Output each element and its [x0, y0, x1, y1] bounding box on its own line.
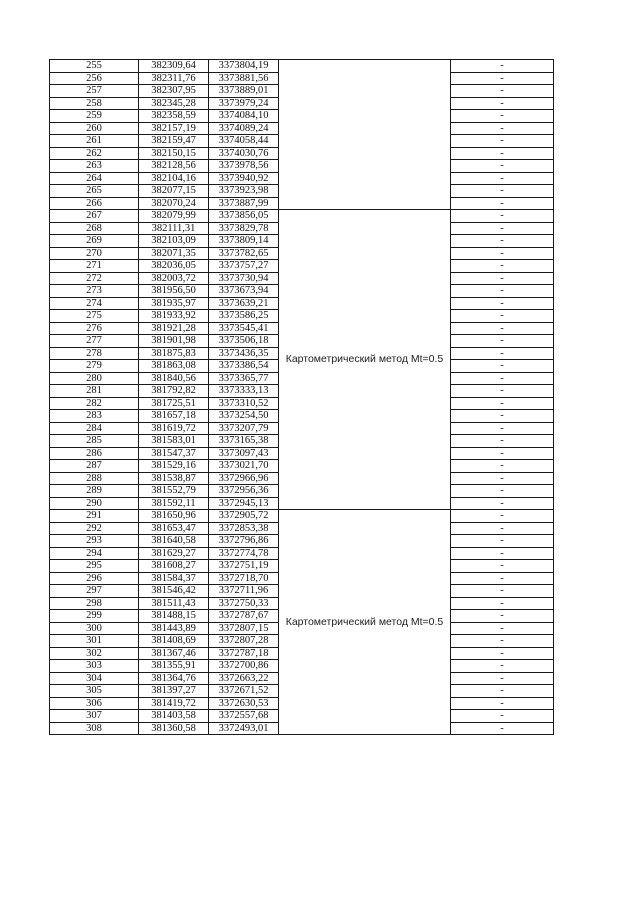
point-number-cell: 298 — [50, 597, 139, 610]
value-cell: - — [451, 360, 554, 373]
table-row — [50, 60, 554, 73]
x-coordinate-cell: 381840,56 — [139, 372, 209, 385]
point-number-cell: 273 — [50, 285, 139, 298]
y-coordinate-cell: 3372787,18 — [209, 647, 279, 660]
x-coordinate-cell: 382128,56 — [139, 160, 209, 173]
point-number-cell: 256 — [50, 72, 139, 85]
value-cell: - — [451, 297, 554, 310]
x-coordinate-cell: 381592,11 — [139, 497, 209, 510]
point-number-cell: 295 — [50, 560, 139, 573]
method-cell: Картометрический метод Mt=0.5 — [279, 510, 451, 735]
x-coordinate-cell: 382104,16 — [139, 172, 209, 185]
x-coordinate-cell: 381921,28 — [139, 322, 209, 335]
y-coordinate-cell: 3373829,78 — [209, 222, 279, 235]
y-coordinate-cell: 3372807,28 — [209, 635, 279, 648]
point-number-cell: 289 — [50, 485, 139, 498]
value-cell: - — [451, 310, 554, 323]
point-number-cell: 269 — [50, 235, 139, 248]
point-number-cell: 299 — [50, 610, 139, 623]
value-cell: - — [451, 172, 554, 185]
value-cell: - — [451, 672, 554, 685]
x-coordinate-cell: 381408,69 — [139, 635, 209, 648]
y-coordinate-cell: 3372796,86 — [209, 535, 279, 548]
x-coordinate-cell: 381529,16 — [139, 460, 209, 473]
point-number-cell: 287 — [50, 460, 139, 473]
point-number-cell: 307 — [50, 710, 139, 723]
x-coordinate-cell: 381875,83 — [139, 347, 209, 360]
value-cell: - — [451, 235, 554, 248]
y-coordinate-cell: 3374089,24 — [209, 122, 279, 135]
point-number-cell: 259 — [50, 110, 139, 123]
x-coordinate-cell: 381552,79 — [139, 485, 209, 498]
point-number-cell: 284 — [50, 422, 139, 435]
y-coordinate-cell: 3373165,38 — [209, 435, 279, 448]
value-cell: - — [451, 97, 554, 110]
point-number-cell: 282 — [50, 397, 139, 410]
method-cell — [279, 60, 451, 210]
value-cell: - — [451, 622, 554, 635]
x-coordinate-cell: 381538,87 — [139, 472, 209, 485]
x-coordinate-cell: 382309,64 — [139, 60, 209, 73]
point-number-cell: 301 — [50, 635, 139, 648]
y-coordinate-cell: 3373639,21 — [209, 297, 279, 310]
value-cell: - — [451, 197, 554, 210]
x-coordinate-cell: 381397,27 — [139, 685, 209, 698]
point-number-cell: 272 — [50, 272, 139, 285]
y-coordinate-cell: 3373730,94 — [209, 272, 279, 285]
y-coordinate-cell: 3373887,99 — [209, 197, 279, 210]
x-coordinate-cell: 381583,01 — [139, 435, 209, 448]
point-number-cell: 283 — [50, 410, 139, 423]
value-cell: - — [451, 510, 554, 523]
x-coordinate-cell: 381360,58 — [139, 722, 209, 735]
point-number-cell: 278 — [50, 347, 139, 360]
y-coordinate-cell: 3373333,13 — [209, 385, 279, 398]
y-coordinate-cell: 3374084,10 — [209, 110, 279, 123]
point-number-cell: 261 — [50, 135, 139, 148]
point-number-cell: 257 — [50, 85, 139, 98]
y-coordinate-cell: 3372905,72 — [209, 510, 279, 523]
x-coordinate-cell: 381956,50 — [139, 285, 209, 298]
x-coordinate-cell: 381933,92 — [139, 310, 209, 323]
y-coordinate-cell: 3372807,15 — [209, 622, 279, 635]
y-coordinate-cell: 3373254,50 — [209, 410, 279, 423]
y-coordinate-cell: 3373804,19 — [209, 60, 279, 73]
x-coordinate-cell: 381488,15 — [139, 610, 209, 623]
value-cell: - — [451, 685, 554, 698]
point-number-cell: 297 — [50, 585, 139, 598]
y-coordinate-cell: 3372671,52 — [209, 685, 279, 698]
value-cell: - — [451, 585, 554, 598]
x-coordinate-cell: 382111,31 — [139, 222, 209, 235]
x-coordinate-cell: 382036,05 — [139, 260, 209, 273]
point-number-cell: 305 — [50, 685, 139, 698]
y-coordinate-cell: 3372557,68 — [209, 710, 279, 723]
value-cell: - — [451, 497, 554, 510]
y-coordinate-cell: 3373940,92 — [209, 172, 279, 185]
point-number-cell: 260 — [50, 122, 139, 135]
x-coordinate-cell: 381619,72 — [139, 422, 209, 435]
point-number-cell: 293 — [50, 535, 139, 548]
y-coordinate-cell: 3373021,70 — [209, 460, 279, 473]
value-cell: - — [451, 335, 554, 348]
value-cell: - — [451, 135, 554, 148]
x-coordinate-cell: 382150,15 — [139, 147, 209, 160]
x-coordinate-cell: 382077,15 — [139, 185, 209, 198]
y-coordinate-cell: 3373782,65 — [209, 247, 279, 260]
value-cell: - — [451, 547, 554, 560]
x-coordinate-cell: 381547,37 — [139, 447, 209, 460]
x-coordinate-cell: 381725,51 — [139, 397, 209, 410]
value-cell: - — [451, 147, 554, 160]
value-cell: - — [451, 472, 554, 485]
y-coordinate-cell: 3372663,22 — [209, 672, 279, 685]
point-number-cell: 288 — [50, 472, 139, 485]
y-coordinate-cell: 3373881,56 — [209, 72, 279, 85]
y-coordinate-cell: 3372711,96 — [209, 585, 279, 598]
point-number-cell: 266 — [50, 197, 139, 210]
value-cell: - — [451, 272, 554, 285]
x-coordinate-cell: 381640,58 — [139, 535, 209, 548]
x-coordinate-cell: 382159,47 — [139, 135, 209, 148]
x-coordinate-cell: 381443,89 — [139, 622, 209, 635]
y-coordinate-cell: 3373673,94 — [209, 285, 279, 298]
point-number-cell: 262 — [50, 147, 139, 160]
point-number-cell: 267 — [50, 210, 139, 223]
y-coordinate-cell: 3373097,43 — [209, 447, 279, 460]
x-coordinate-cell: 381367,46 — [139, 647, 209, 660]
value-cell: - — [451, 372, 554, 385]
value-cell: - — [451, 85, 554, 98]
value-cell: - — [451, 185, 554, 198]
value-cell: - — [451, 397, 554, 410]
x-coordinate-cell: 382307,95 — [139, 85, 209, 98]
point-number-cell: 265 — [50, 185, 139, 198]
point-number-cell: 275 — [50, 310, 139, 323]
y-coordinate-cell: 3372853,38 — [209, 522, 279, 535]
x-coordinate-cell: 381901,98 — [139, 335, 209, 348]
y-coordinate-cell: 3372700,86 — [209, 660, 279, 673]
value-cell: - — [451, 722, 554, 735]
point-number-cell: 290 — [50, 497, 139, 510]
value-cell: - — [451, 247, 554, 260]
x-coordinate-cell: 382079,99 — [139, 210, 209, 223]
value-cell: - — [451, 597, 554, 610]
point-number-cell: 303 — [50, 660, 139, 673]
value-cell: - — [451, 72, 554, 85]
x-coordinate-cell: 381364,76 — [139, 672, 209, 685]
value-cell: - — [451, 647, 554, 660]
value-cell: - — [451, 60, 554, 73]
y-coordinate-cell: 3372956,36 — [209, 485, 279, 498]
value-cell: - — [451, 522, 554, 535]
point-number-cell: 270 — [50, 247, 139, 260]
value-cell: - — [451, 410, 554, 423]
x-coordinate-cell: 382070,24 — [139, 197, 209, 210]
point-number-cell: 280 — [50, 372, 139, 385]
y-coordinate-cell: 3373856,05 — [209, 210, 279, 223]
y-coordinate-cell: 3372493,01 — [209, 722, 279, 735]
value-cell: - — [451, 210, 554, 223]
point-number-cell: 291 — [50, 510, 139, 523]
y-coordinate-cell: 3374030,76 — [209, 147, 279, 160]
method-cell: Картометрический метод Mt=0.5 — [279, 210, 451, 510]
point-number-cell: 306 — [50, 697, 139, 710]
point-number-cell: 279 — [50, 360, 139, 373]
value-cell: - — [451, 710, 554, 723]
value-cell: - — [451, 122, 554, 135]
x-coordinate-cell: 381657,18 — [139, 410, 209, 423]
point-number-cell: 276 — [50, 322, 139, 335]
y-coordinate-cell: 3372945,13 — [209, 497, 279, 510]
y-coordinate-cell: 3373365,77 — [209, 372, 279, 385]
value-cell: - — [451, 285, 554, 298]
y-coordinate-cell: 3372630,53 — [209, 697, 279, 710]
y-coordinate-cell: 3372787,67 — [209, 610, 279, 623]
x-coordinate-cell: 381355,91 — [139, 660, 209, 673]
point-number-cell: 304 — [50, 672, 139, 685]
y-coordinate-cell: 3372718,70 — [209, 572, 279, 585]
y-coordinate-cell: 3372774,78 — [209, 547, 279, 560]
value-cell: - — [451, 422, 554, 435]
value-cell: - — [451, 260, 554, 273]
table-row — [50, 210, 554, 223]
point-number-cell: 255 — [50, 60, 139, 73]
x-coordinate-cell: 382358,59 — [139, 110, 209, 123]
x-coordinate-cell: 381650,96 — [139, 510, 209, 523]
value-cell: - — [451, 385, 554, 398]
value-cell: - — [451, 447, 554, 460]
y-coordinate-cell: 3373436,35 — [209, 347, 279, 360]
table-row — [50, 510, 554, 523]
point-number-cell: 285 — [50, 435, 139, 448]
point-number-cell: 286 — [50, 447, 139, 460]
value-cell: - — [451, 572, 554, 585]
point-number-cell: 296 — [50, 572, 139, 585]
value-cell: - — [451, 635, 554, 648]
x-coordinate-cell: 381584,37 — [139, 572, 209, 585]
value-cell: - — [451, 222, 554, 235]
y-coordinate-cell: 3373506,18 — [209, 335, 279, 348]
y-coordinate-cell: 3373310,52 — [209, 397, 279, 410]
x-coordinate-cell: 381419,72 — [139, 697, 209, 710]
y-coordinate-cell: 3373978,56 — [209, 160, 279, 173]
coordinates-table-body — [50, 60, 554, 735]
point-number-cell: 277 — [50, 335, 139, 348]
x-coordinate-cell: 381403,58 — [139, 710, 209, 723]
y-coordinate-cell: 3373889,01 — [209, 85, 279, 98]
value-cell: - — [451, 110, 554, 123]
x-coordinate-cell: 381511,43 — [139, 597, 209, 610]
x-coordinate-cell: 381935,97 — [139, 297, 209, 310]
point-number-cell: 264 — [50, 172, 139, 185]
value-cell: - — [451, 697, 554, 710]
point-number-cell: 271 — [50, 260, 139, 273]
value-cell: - — [451, 322, 554, 335]
point-number-cell: 294 — [50, 547, 139, 560]
x-coordinate-cell: 382345,28 — [139, 97, 209, 110]
point-number-cell: 292 — [50, 522, 139, 535]
point-number-cell: 281 — [50, 385, 139, 398]
y-coordinate-cell: 3372966,96 — [209, 472, 279, 485]
x-coordinate-cell: 382003,72 — [139, 272, 209, 285]
point-number-cell: 302 — [50, 647, 139, 660]
coordinates-table — [49, 59, 554, 735]
x-coordinate-cell: 381792,82 — [139, 385, 209, 398]
x-coordinate-cell: 381653,47 — [139, 522, 209, 535]
y-coordinate-cell: 3373545,41 — [209, 322, 279, 335]
x-coordinate-cell: 381863,08 — [139, 360, 209, 373]
value-cell: - — [451, 460, 554, 473]
point-number-cell: 274 — [50, 297, 139, 310]
value-cell: - — [451, 435, 554, 448]
coordinates-table-container — [49, 59, 548, 735]
point-number-cell: 300 — [50, 622, 139, 635]
y-coordinate-cell: 3373979,24 — [209, 97, 279, 110]
y-coordinate-cell: 3373923,98 — [209, 185, 279, 198]
value-cell: - — [451, 560, 554, 573]
y-coordinate-cell: 3373386,54 — [209, 360, 279, 373]
y-coordinate-cell: 3372751,19 — [209, 560, 279, 573]
y-coordinate-cell: 3373809,14 — [209, 235, 279, 248]
value-cell: - — [451, 160, 554, 173]
y-coordinate-cell: 3372750,33 — [209, 597, 279, 610]
value-cell: - — [451, 347, 554, 360]
x-coordinate-cell: 381608,27 — [139, 560, 209, 573]
point-number-cell: 268 — [50, 222, 139, 235]
point-number-cell: 308 — [50, 722, 139, 735]
y-coordinate-cell: 3373586,25 — [209, 310, 279, 323]
x-coordinate-cell: 382311,76 — [139, 72, 209, 85]
point-number-cell: 258 — [50, 97, 139, 110]
x-coordinate-cell: 382103,09 — [139, 235, 209, 248]
y-coordinate-cell: 3373757,27 — [209, 260, 279, 273]
y-coordinate-cell: 3374058,44 — [209, 135, 279, 148]
y-coordinate-cell: 3373207,79 — [209, 422, 279, 435]
value-cell: - — [451, 485, 554, 498]
value-cell: - — [451, 660, 554, 673]
x-coordinate-cell: 381629,27 — [139, 547, 209, 560]
point-number-cell: 263 — [50, 160, 139, 173]
value-cell: - — [451, 610, 554, 623]
x-coordinate-cell: 381546,42 — [139, 585, 209, 598]
x-coordinate-cell: 382071,35 — [139, 247, 209, 260]
value-cell: - — [451, 535, 554, 548]
x-coordinate-cell: 382157,19 — [139, 122, 209, 135]
